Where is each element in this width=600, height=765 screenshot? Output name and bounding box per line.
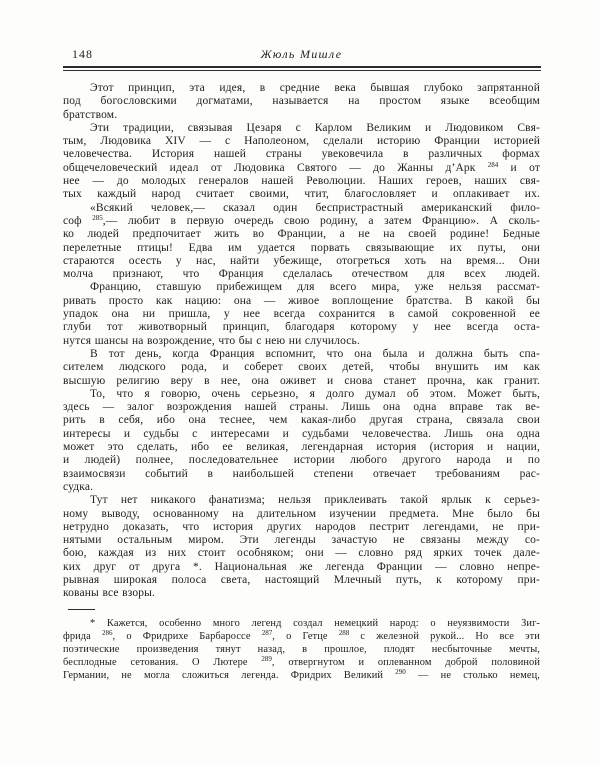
text-run: «Всякий человек,— сказал один беспристрастный американский фило- [90, 201, 540, 214]
footnote-separator [68, 609, 95, 610]
text-run: , отвергнутом и оплеванном доброй половиной [271, 656, 541, 668]
footnote-line [63, 656, 540, 669]
text-run: нетрудно доказать, что история других народов пестрит легендами, не при- [63, 520, 540, 533]
footnote-ref: 290 [395, 668, 406, 677]
body-text [63, 82, 540, 601]
text-run: высшую религию веру в нее, она оживет и снова станет прочна, как гранит. [63, 374, 540, 387]
text-line [63, 547, 540, 560]
text-run: ко людей предпочитает жить во Франции, а не на своей родине! Бедные [63, 228, 540, 241]
text-line [63, 109, 540, 122]
text-run: человечества. История нашей страны увековечила в различных формах [63, 148, 540, 161]
text-line [63, 534, 540, 547]
text-run: ному выводу, основанному на длительном изучении предмета. Мне было бы [63, 507, 540, 520]
text-run: ких друг от друга *. Национальная же легенда Франции — словно непре- [63, 560, 540, 573]
text-line [63, 388, 540, 401]
text-run: ,— любит в первую очередь свою родину, а затем Францию». А сколь- [102, 214, 541, 227]
footnote-line [63, 643, 540, 656]
text-line [63, 135, 540, 148]
text-run: сителем людского рода, и соберет своих детей, чтобы внушить им как [63, 361, 540, 374]
text-line [63, 188, 540, 201]
text-line [63, 441, 540, 454]
text-line [63, 335, 540, 348]
text-line [63, 574, 540, 587]
paragraph [63, 388, 540, 494]
text-run: интересы и судьбы с интересами и судьбами человечества. Лишь она одна [63, 427, 540, 440]
text-run: может это сделать, ибо ее великая, легендарная история (история и нации, [63, 441, 540, 454]
footnote-ref: 285 [92, 214, 103, 223]
text-line [63, 561, 540, 574]
text-run: поэтические произведения тянут назад, в прошлое, плодят несбыточные мечты, [63, 643, 540, 655]
text-line [63, 375, 540, 388]
text-line [63, 494, 540, 507]
text-run: нутся шансы на возрождение, что бы с нею ни случилось. [63, 334, 360, 347]
text-run: Францию, ставшую прибежищем для всего мира, уже нельзя рассмат- [90, 281, 540, 294]
text-run: глуби тот животворный принцип, благодаря которому у нее всегда оста- [63, 321, 540, 334]
text-run: — не столько немец, [405, 669, 540, 681]
text-line [63, 255, 540, 268]
text-run: стараются осесть у нас, найти убежище, отогреться хоть на время... Они [63, 254, 540, 267]
paragraph [63, 122, 540, 202]
text-run: взаимосвязи событий в наибольшей степени отвечает требованиям рас- [63, 467, 540, 480]
text-run: рить в себя, ибо она теснее, чем какая-либо другая страна, связала свои [63, 414, 540, 427]
text-run: Этот принцип, эта идея, в средние века бывшая глубоко запрятанной [90, 82, 540, 94]
text-line [63, 321, 540, 334]
footnote-ref: 289 [261, 655, 272, 664]
footnote-text [63, 617, 540, 682]
paragraph [63, 494, 540, 600]
footnote-ref: 288 [338, 629, 350, 638]
text-run: * Кажется, особенно много легенд создал немецкий народ: о неуязвимости Зиг- [90, 617, 540, 629]
text-run: под богословскими догматами, называется на простом языке всеобщим [63, 95, 540, 108]
text-run: тым, Людовика XIV — с Наполеоном, сделали историю Франции историей [63, 135, 540, 148]
paragraph [63, 348, 540, 388]
text-run: Тут нет никакого фанатизма; нельзя приклеивать такой ярлык к серьез- [90, 494, 540, 507]
text-line [63, 454, 540, 467]
footnote-line [63, 669, 540, 682]
text-line [63, 521, 540, 534]
text-line [63, 295, 540, 308]
text-run: перелетные птицы! Едва им удается порвать связывающие их путы, они [63, 241, 540, 254]
text-line [63, 361, 540, 374]
text-line [63, 308, 540, 321]
text-run: братством. [63, 108, 118, 121]
text-run: ривать просто как нацию: она — живое воплощение братства. В какой бы [63, 294, 540, 307]
footnote-ref: 284 [487, 161, 499, 170]
text-line [63, 148, 540, 161]
text-line [63, 175, 540, 188]
footnote-ref: 286 [102, 629, 113, 638]
text-line [63, 348, 540, 361]
text-run: здесь — залог возрождения нашей страны. Лишь она одна вправе так ве- [63, 401, 540, 414]
page-header [63, 47, 540, 62]
text-run: судка. [63, 480, 94, 493]
footnote [63, 609, 540, 682]
text-line [63, 242, 540, 255]
footnote-line [63, 617, 540, 630]
text-run: упадок она ни пришла, у нее всегда сохранится в самой сокровенной ее [63, 308, 540, 321]
footnote-line [63, 630, 540, 643]
text-run: бою, каждая из них стоит особняком; они — словно ряд ярких точек дале- [63, 547, 540, 560]
text-run: рывная широкая полоса света, настоящий Млечный путь, к которому при- [63, 573, 540, 586]
text-run: нее — до молодых генералов нашей Революции. Наших героев, наших свя- [63, 175, 540, 188]
text-line [63, 401, 540, 414]
text-line [63, 428, 540, 441]
paragraph [63, 281, 540, 347]
text-line [63, 508, 540, 521]
text-run: с железной рукой... Но все эти [349, 630, 540, 642]
text-line [63, 587, 540, 600]
header-rule-thick [63, 66, 541, 68]
text-line [63, 122, 540, 135]
text-run: Германии, не могла сложиться легенда. Фридрих Великий [63, 669, 396, 681]
text-line [63, 481, 540, 494]
text-line [63, 468, 540, 481]
text-line [63, 228, 540, 241]
text-line [63, 82, 540, 95]
header-rule-thin [63, 70, 541, 71]
text-line [63, 281, 540, 294]
text-line [63, 414, 540, 427]
text-line [63, 162, 540, 175]
text-run: Эти традиции, связывая Цезаря с Карлом Великим и Людовиком Свя- [90, 121, 540, 134]
text-run: молча признают, что Франция сделалась отечеством для всех людей. [63, 268, 540, 281]
text-run: фрида [63, 630, 103, 642]
text-run: В тот день, когда Франция вспомнит, что она была и должна быть спа- [90, 347, 540, 360]
paragraph [63, 202, 540, 282]
text-run: соф [63, 214, 93, 227]
text-line [63, 95, 540, 108]
text-line [63, 215, 540, 228]
header-rule [63, 66, 541, 71]
text-run: общечеловеческий идеал от Людовика Святого — до Жанны д’Арк [63, 161, 488, 174]
text-run: тых каждый народ считает своими, чтит, благословляет и оплакивает их. [63, 188, 540, 201]
paragraph [63, 82, 540, 122]
text-run: и людей) полнее, последовательнее истории любого другого народа и по [63, 454, 540, 467]
page-number: 148 [72, 47, 93, 61]
text-run: , о Гетце [272, 630, 339, 642]
text-run: и от [498, 161, 540, 174]
text-line [63, 202, 540, 215]
running-header-title: Жюль Мишле [260, 47, 343, 61]
text-run: нятыми остальным миром. Эти легенды зачастую не связаны между со- [63, 534, 540, 547]
footnote-ref: 287 [261, 629, 273, 638]
text-run: То, что я говорю, очень серьезно, я долго думал об этом. Может быть, [90, 387, 540, 400]
text-run: бесплодные сетования. О Лютере [63, 656, 262, 668]
text-run: , о Фридрихе Барбароссе [112, 630, 262, 642]
text-line [63, 268, 540, 281]
text-run: кованы все взоры. [63, 587, 156, 600]
